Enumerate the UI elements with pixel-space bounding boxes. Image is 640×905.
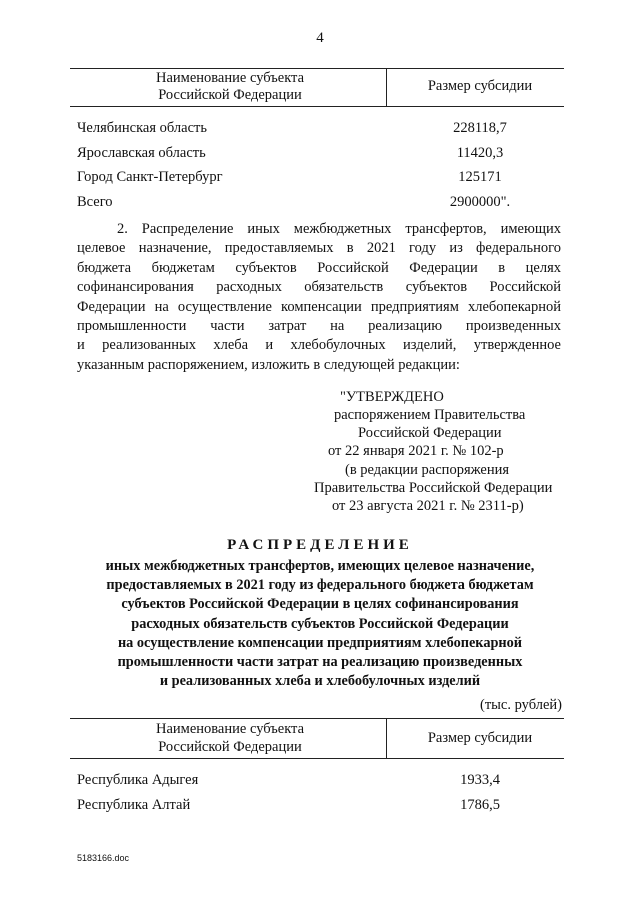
table-row-name: Всего [77,194,113,210]
subtitle-line: и реализованных хлеба и хлебобулочных изделий [159,673,481,690]
table-row-name: Ярославская область [77,145,206,161]
paragraph-line: софинансирования расходных обязательств субъектов Российской [77,279,561,296]
paragraph-line: промышленности части затрат на реализацию произведенных [77,317,561,334]
page-number: 4 [316,30,324,46]
table-row-value: 11420,3 [456,145,504,161]
table-row-name: Республика Алтай [77,797,191,813]
paragraph-line: указанным распоряжением, изложить в следующей редакции: [77,356,460,373]
table1-top-rule [70,68,564,69]
document-title: РАСПРЕДЕЛЕНИЕ [227,537,413,553]
table-row-value: 1786,5 [460,797,500,813]
document-subtitle [60,557,580,691]
table-row-value: 125171 [458,169,502,185]
paragraph-line: Федерации на осуществление компенсации предприятиям хлебопекарной [77,298,561,315]
approval-line: "УТВЕРЖДЕНО [340,389,444,405]
approval-line: (в редакции распоряжения [345,462,510,478]
approval-line: распоряжением Правительства [334,407,526,423]
approval-line: Правительства Российской Федерации [314,480,553,496]
table1-col2-header: Размер субсидии [427,78,533,94]
paragraph-line: 2. Распределение иных межбюджетных трансфертов, имеющих [117,221,561,237]
table2-col1-header-line1: Наименование субъекта [155,721,305,737]
units-label: (тыс. рублей) [480,697,562,713]
table1-bottom-rule [70,106,564,107]
subtitle-line: иных межбюджетных трансфертов, имеющих целевое назначение, [105,558,535,574]
subtitle-line: субъектов Российской Федерации в целях софинансирования [121,596,519,613]
table2-top-rule [70,718,564,719]
subtitle-line: на осуществление компенсации предприятиям хлебопекарной [117,634,523,651]
table-row-name: Республика Адыгея [77,772,199,788]
subtitle-line: предоставляемых в 2021 году из федерального бюджета бюджетам [106,577,534,594]
table2-col1-header-line2: Российской Федерации [158,739,302,755]
table2-column-divider [386,718,387,758]
table2-col2-header: Размер субсидии [427,730,533,746]
paragraph-line: бюджета бюджетам субъектов Российской Федерации в целях [77,259,561,276]
body-paragraph [77,220,561,375]
table1-column-divider [386,68,387,106]
table-row-name: Город Санкт-Петербург [77,169,223,185]
approval-line: от 23 августа 2021 г. № 2311-р) [332,498,524,514]
subtitle-line: промышленности части затрат на реализацию произведенных [117,654,523,671]
table1-col1-header-line1: Наименование субъекта [155,70,305,86]
table-row-value: 2900000". [449,194,511,210]
table2-bottom-rule [70,758,564,759]
table1-col1-header-line2: Российской Федерации [158,87,302,103]
table-row-value: 1933,4 [460,772,500,788]
paragraph-line: и реализованных хлеба и хлебобулочных изделий, утвержденное [77,337,561,354]
subtitle-line: расходных обязательств субъектов Российской Федерации [131,615,509,632]
footer-document-code: 5183166.doc [77,853,130,863]
table-row-name: Челябинская область [77,120,207,136]
approval-line: Российской Федерации [358,425,502,441]
approval-line: от 22 января 2021 г. № 102-р [328,443,504,459]
paragraph-line: целевое назначение, предоставляемых в 2021 году из федерального [77,240,561,257]
table-row-value: 228118,7 [453,120,507,136]
